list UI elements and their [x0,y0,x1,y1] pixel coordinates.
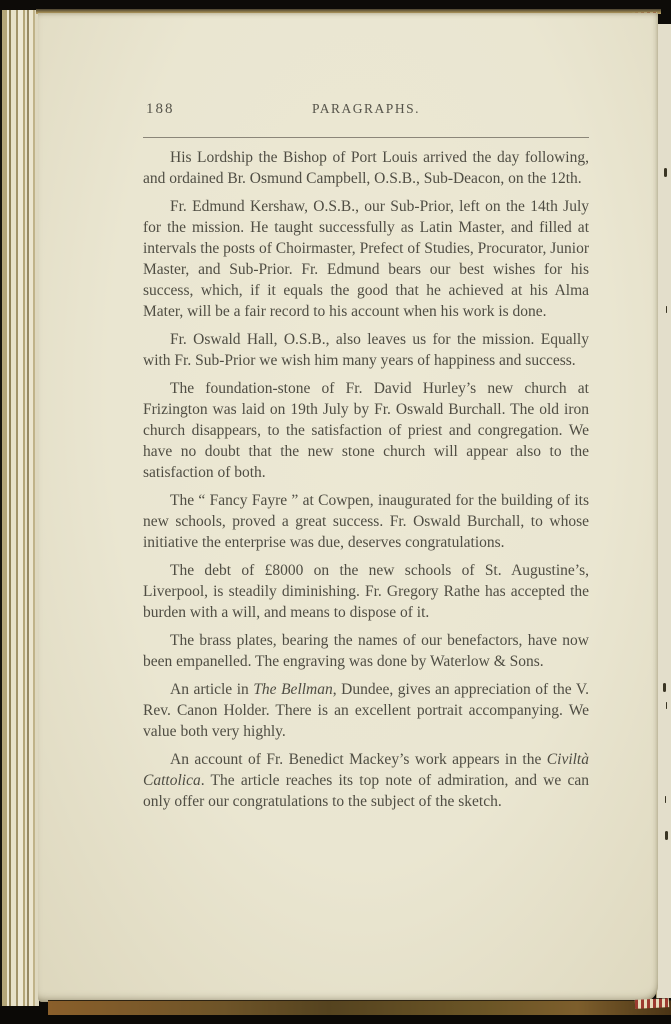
paragraph-text: , Dundee, gives an appreciation of the V. Rev. Canon Holder. There is an excellent portrait accompanying. We value both very highly. [143,681,589,740]
book-cover-bottom-edge [48,1000,671,1015]
page-number: 188 [146,101,175,117]
paragraph-text: The foundation-stone of Fr. David Hurley’s new church at Frizington was laid on 19th July by Fr. Oswald Burchall. The old iron church disappears, to the satisfaction of priest and congregation. We have no doubt that the new stone church will appear also to the satisfaction of both. [143,380,589,481]
page-edges-left [0,10,39,1006]
book-page [38,13,658,1002]
paragraph [143,196,589,322]
paragraph-text: An article in [170,681,254,698]
paragraph-text: Fr. Edmund Kershaw, O.S.B., our Sub-Prior, left on the 14th July for the mission. He taught successfully as Latin Master, and filled at intervals the posts of Choirmaster, Prefect of Studies, Procurator, Junior Master, and Sub-Prior. Fr. Edmund bears our best wishes for his success, which, if it equals the good that he achieved at his Alma Mater, will be a fair record to his account when his work is done. [143,198,589,320]
paragraph-text: An account of Fr. Benedict Mackey’s work appears in the [170,751,547,768]
paragraph [143,378,589,483]
paragraph [143,679,589,742]
paragraph-text: Fr. Oswald Hall, O.S.B., also leaves us for the mission. Equally with Fr. Sub-Prior we wish him many years of happiness and success. [143,331,589,369]
headband-bottom [635,998,669,1009]
paragraph-text: The brass plates, bearing the names of our benefactors, have now been empanelled. The engraving was done by Waterlow & Sons. [143,632,589,670]
paragraphs [143,147,589,812]
paragraph-text: His Lordship the Bishop of Port Louis arrived the day following, and ordained Br. Osmund Campbell, O.S.B., Sub-Deacon, on the 12th. [143,149,589,187]
running-head [143,101,589,123]
italic-title-text: Civiltà Cattolica [143,751,589,789]
paragraph [143,630,589,672]
paragraph [143,490,589,553]
paragraph [143,749,589,812]
page-edge-marks [664,168,667,177]
paragraph-text: The “ Fancy Fayre ” at Cowpen, inaugurated for the building of its new schools, proved a great success. Fr. Oswald Burchall, to whose initiative the enterprise was due, deserves congratulations. [143,492,589,551]
paragraph-text: . The article reaches its top note of admiration, and we can only offer our congratulations to the subject of the sketch. [143,772,589,810]
running-title: PARAGRAPHS. [312,101,420,116]
italic-title-text: The Bellman [253,681,333,698]
header-rule [143,137,589,138]
paragraph [143,560,589,623]
paragraph-text: The debt of £8000 on the new schools of St. Augustine’s, Liverpool, is steadily diminishing. Fr. Gregory Rathe has accepted the burden with a will, and means to dispose of it. [143,562,589,621]
paragraph [143,147,589,189]
page-content [143,101,589,812]
paragraph [143,329,589,371]
